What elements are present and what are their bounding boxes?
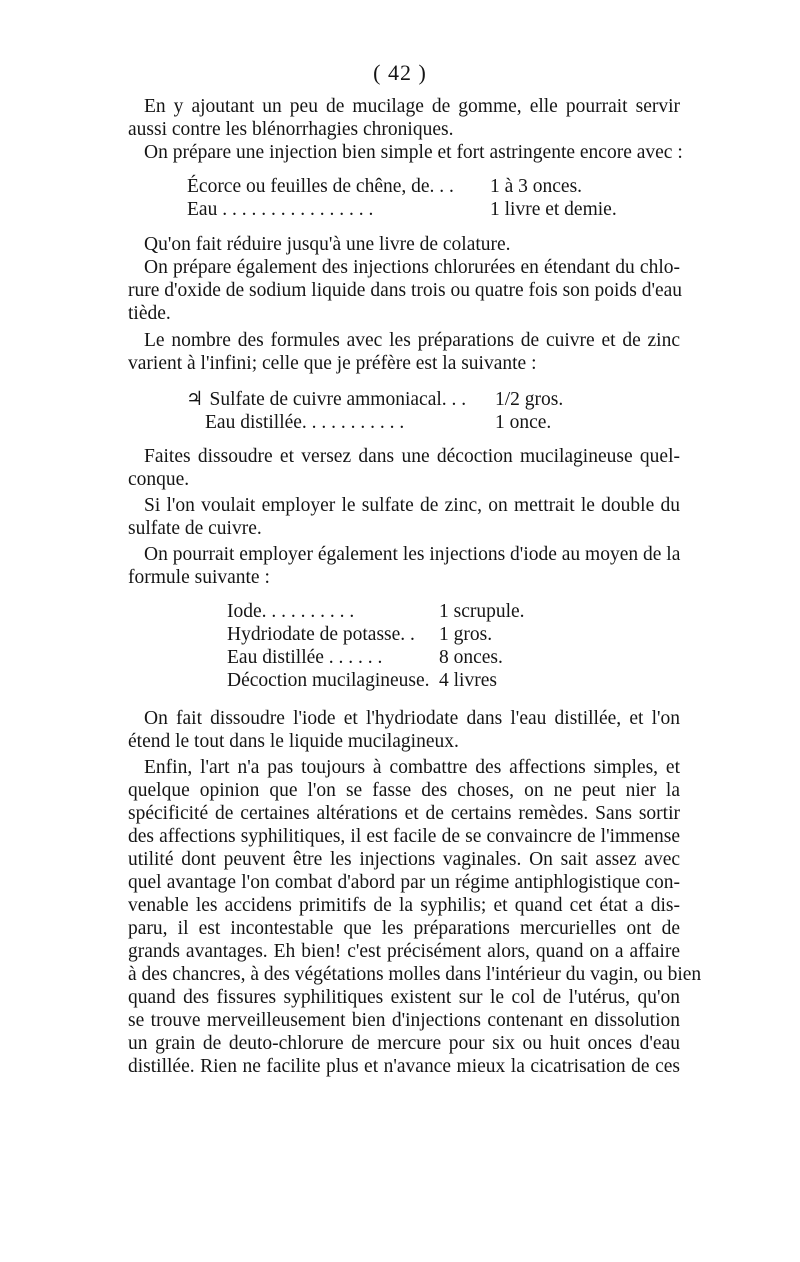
ingredient-quantity: 1 gros.	[439, 624, 493, 645]
recipe-1	[187, 175, 627, 221]
text-line: grands avantages. Eh bien! c'est précisément alors, quand on a affaire	[128, 941, 680, 962]
text-line: quand des fissures syphilitiques existent sur le col de l'utérus, qu'on	[128, 987, 680, 1008]
ingredient-name: Décoction mucilagineuse.	[227, 670, 430, 691]
recipe-row	[227, 623, 547, 646]
ingredient-quantity: 1 à 3 onces.	[490, 176, 583, 197]
text-line: spécificité de certaines altérations et de certains remèdes. Sans sortir	[128, 803, 680, 824]
recipe-row	[227, 669, 547, 692]
text-line: Le nombre des formules avec les préparations de cuivre et de zinc	[144, 330, 680, 351]
text-line: à des chancres, à des végétations molles dans l'intérieur du vagin, ou bien	[128, 964, 702, 985]
text-line: Enfin, l'art n'a pas toujours à combattre des affections simples, et	[144, 757, 680, 778]
text-line: aussi contre les blénorrhagies chroniques.	[128, 119, 454, 140]
text-line: des affections syphilitiques, il est facile de se convaincre de l'immense	[128, 826, 680, 847]
text-line: quelque opinion que l'on se fasse des choses, on ne peut nier la	[128, 780, 680, 801]
text-line: venable les accidens primitifs de la syphilis; et quand cet état a dis-	[128, 895, 680, 916]
ingredient-name: Eau distillée. . . . . . . . . . .	[205, 412, 405, 433]
text-line: On pourrait employer également les injections d'iode au moyen de la	[144, 544, 681, 565]
recipe-2	[186, 388, 606, 434]
ingredient-quantity: 1 scrupule.	[439, 601, 525, 622]
paragraph-block-3	[128, 445, 680, 589]
text-line: Faites dissoudre et versez dans une décoction mucilagineuse quel-	[144, 446, 680, 467]
text-line: sulfate de cuivre.	[128, 518, 262, 539]
ingredient-quantity: 1 once.	[495, 412, 552, 433]
recipe-row	[227, 600, 547, 623]
ingredient-name: Écorce ou feuilles de chêne, de. . .	[187, 176, 454, 197]
page-number: ( 42 )	[373, 60, 427, 85]
recipe-symbol: ♃	[186, 389, 204, 410]
ingredient-quantity: 1/2 gros.	[495, 389, 564, 410]
text-line: Si l'on voulait employer le sulfate de zinc, on mettrait le double du	[144, 495, 680, 516]
ingredient-name: Eau distillée . . . . . .	[227, 647, 383, 668]
text-line: On prépare une injection bien simple et fort astringente encore avec :	[144, 142, 683, 163]
text-line: utilité dont peuvent être les injections vaginales. On sait assez avec	[128, 849, 680, 870]
text-line: Qu'on fait réduire jusqu'à une livre de colature.	[144, 234, 511, 255]
text-line: En y ajoutant un peu de mucilage de gomme, elle pourrait servir	[144, 96, 680, 117]
ingredient-name: Hydriodate de potasse. .	[227, 624, 415, 645]
text-line: rure d'oxide de sodium liquide dans trois ou quatre fois son poids d'eau	[128, 280, 683, 301]
ingredient-quantity: 8 onces.	[439, 647, 503, 668]
recipe-row	[186, 388, 606, 411]
text-line: se trouve merveilleusement bien d'injections contenant en dissolution	[128, 1010, 680, 1031]
text-line: formule suivante :	[128, 567, 270, 588]
text-line: conque.	[128, 469, 190, 490]
ingredient-name: Eau . . . . . . . . . . . . . . . .	[187, 199, 374, 220]
ingredient-quantity: 4 livres	[439, 670, 497, 691]
text-line: On fait dissoudre l'iode et l'hydriodate dans l'eau distillée, et l'on	[144, 708, 680, 729]
recipe-row	[187, 175, 627, 198]
text-line: On prépare également des injections chlorurées en étendant du chlo-	[144, 257, 680, 278]
paragraph-block-4	[128, 707, 702, 1078]
paragraph-block-1	[128, 95, 683, 164]
text-line: distillée. Rien ne facilite plus et n'avance mieux la cicatrisation de ces	[128, 1056, 680, 1077]
text-line: étend le tout dans le liquide mucilagineux.	[128, 731, 459, 752]
recipe-row	[186, 411, 606, 434]
ingredient-name: Sulfate de cuivre ammoniacal. . .	[209, 389, 467, 410]
text-line: quel avantage l'on combat d'abord par un régime antiphlogistique con-	[128, 872, 680, 893]
recipe-row	[187, 198, 627, 221]
recipe-3	[227, 600, 547, 692]
text-line: varient à l'infini; celle que je préfère est la suivante :	[128, 353, 537, 374]
text-line: paru, il est incontestable que les préparations mercurielles ont de	[128, 918, 680, 939]
recipe-row	[227, 646, 547, 669]
text-line: un grain de deuto-chlorure de mercure pour six ou huit onces d'eau	[128, 1033, 680, 1054]
ingredient-name: Iode. . . . . . . . . .	[227, 601, 355, 622]
paragraph-block-2	[128, 233, 683, 375]
text-line: tiède.	[128, 303, 171, 324]
ingredient-quantity: 1 livre et demie.	[490, 199, 617, 220]
